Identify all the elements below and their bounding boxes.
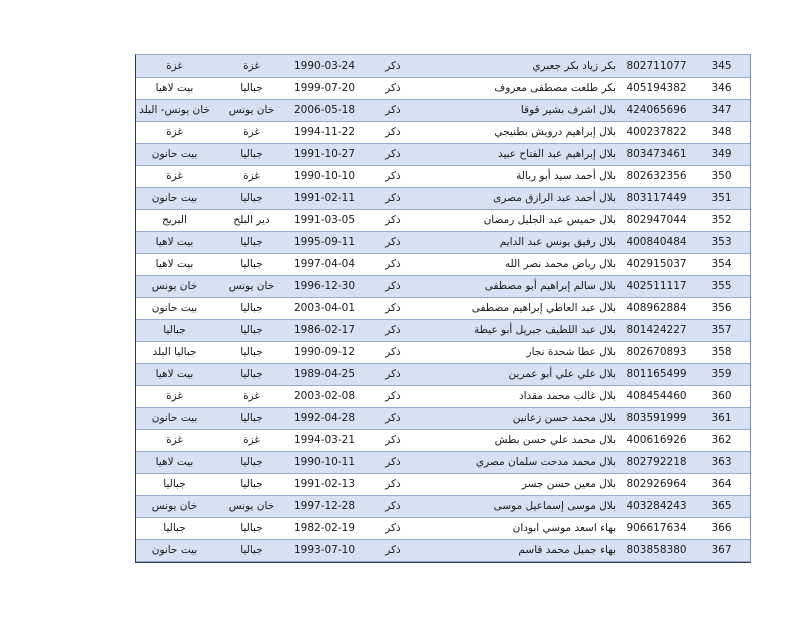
sequence-cell: 363 xyxy=(693,451,750,473)
city-cell: خان يونس xyxy=(136,495,213,517)
name-cell: بلال إبراهيم عبد الفتاح عبيد xyxy=(427,143,620,165)
sequence-cell: 354 xyxy=(693,253,750,275)
table-row xyxy=(136,363,750,385)
id-number-cell: 802670893 xyxy=(620,341,693,363)
dob-cell: 1994-03-21 xyxy=(290,429,359,451)
sequence-cell: 348 xyxy=(693,121,750,143)
id-number-cell: 906617634 xyxy=(620,517,693,539)
name-cell: بهاء اسعد موسي ابودان xyxy=(427,517,620,539)
name-cell: بلال أحمد سيد أبو ربالة xyxy=(427,165,620,187)
name-cell: بلال اشرف بشير قوقا xyxy=(427,99,620,121)
city-cell: جباليا xyxy=(136,517,213,539)
name-cell: بلال محمد مدحت سلمان مصري xyxy=(427,451,620,473)
region-cell: خان يونس xyxy=(213,495,290,517)
region-cell: جباليا xyxy=(213,297,290,319)
id-number-cell: 408454460 xyxy=(620,385,693,407)
table-row xyxy=(136,99,750,121)
sequence-cell: 347 xyxy=(693,99,750,121)
name-cell: بلال غالب محمد مقداد xyxy=(427,385,620,407)
city-cell: بيت لاهيا xyxy=(136,363,213,385)
gender-cell: ذكر xyxy=(359,55,427,77)
region-cell: جباليا xyxy=(213,517,290,539)
city-cell: بيت لاهيا xyxy=(136,77,213,99)
dob-cell: 1991-02-13 xyxy=(290,473,359,495)
id-number-cell: 801424227 xyxy=(620,319,693,341)
table-row xyxy=(136,143,750,165)
table-row xyxy=(136,451,750,473)
sequence-cell: 362 xyxy=(693,429,750,451)
id-number-cell: 424065696 xyxy=(620,99,693,121)
dob-cell: 1982-02-19 xyxy=(290,517,359,539)
table-row xyxy=(136,121,750,143)
region-cell: جباليا xyxy=(213,363,290,385)
gender-cell: ذكر xyxy=(359,231,427,253)
gender-cell: ذكر xyxy=(359,187,427,209)
id-number-cell: 803473461 xyxy=(620,143,693,165)
city-cell: غزة xyxy=(136,165,213,187)
region-cell: جباليا xyxy=(213,231,290,253)
dob-cell: 1990-09-12 xyxy=(290,341,359,363)
city-cell: غزة xyxy=(136,385,213,407)
gender-cell: ذكر xyxy=(359,99,427,121)
id-number-cell: 405194382 xyxy=(620,77,693,99)
region-cell: غزة xyxy=(213,55,290,77)
sequence-cell: 364 xyxy=(693,473,750,495)
id-number-cell: 802926964 xyxy=(620,473,693,495)
city-cell: بيت لاهيا xyxy=(136,451,213,473)
id-number-cell: 801165499 xyxy=(620,363,693,385)
region-cell: جباليا xyxy=(213,319,290,341)
gender-cell: ذكر xyxy=(359,429,427,451)
gender-cell: ذكر xyxy=(359,451,427,473)
region-cell: غزة xyxy=(213,385,290,407)
gender-cell: ذكر xyxy=(359,407,427,429)
city-cell: غزة xyxy=(136,55,213,77)
table-row xyxy=(136,539,750,561)
sequence-cell: 366 xyxy=(693,517,750,539)
dob-cell: 1991-03-05 xyxy=(290,209,359,231)
dob-cell: 1992-04-28 xyxy=(290,407,359,429)
id-number-cell: 400237822 xyxy=(620,121,693,143)
sequence-cell: 360 xyxy=(693,385,750,407)
sequence-cell: 350 xyxy=(693,165,750,187)
name-cell: بلال أحمد عبد الرازق مصرى xyxy=(427,187,620,209)
gender-cell: ذكر xyxy=(359,121,427,143)
dob-cell: 1986-02-17 xyxy=(290,319,359,341)
id-number-cell: 400616926 xyxy=(620,429,693,451)
id-number-cell: 402915037 xyxy=(620,253,693,275)
region-cell: خان يونس xyxy=(213,275,290,297)
id-number-cell: 802632356 xyxy=(620,165,693,187)
name-cell: بلال رياض محمد نصر الله xyxy=(427,253,620,275)
gender-cell: ذكر xyxy=(359,341,427,363)
gender-cell: ذكر xyxy=(359,165,427,187)
city-cell: خان يونس- البلد xyxy=(136,99,213,121)
region-cell: خان يونس xyxy=(213,99,290,121)
id-number-cell: 803858380 xyxy=(620,539,693,561)
dob-cell: 1996-12-30 xyxy=(290,275,359,297)
table-row xyxy=(136,55,750,77)
name-cell: بكر طلعت مصطفى معروف xyxy=(427,77,620,99)
id-number-cell: 402511117 xyxy=(620,275,693,297)
dob-cell: 1995-09-11 xyxy=(290,231,359,253)
name-cell: بلال محمد حسن زعانين xyxy=(427,407,620,429)
name-cell: بلال عبد اللطيف جبريل أبو عيطة xyxy=(427,319,620,341)
dob-cell: 1990-03-24 xyxy=(290,55,359,77)
table-row xyxy=(136,77,750,99)
table-row xyxy=(136,429,750,451)
sequence-cell: 361 xyxy=(693,407,750,429)
name-cell: بلال رفيق يونس عبد الدايم xyxy=(427,231,620,253)
sequence-cell: 355 xyxy=(693,275,750,297)
region-cell: جباليا xyxy=(213,341,290,363)
dob-cell: 1999-07-20 xyxy=(290,77,359,99)
gender-cell: ذكر xyxy=(359,143,427,165)
region-cell: جباليا xyxy=(213,539,290,561)
table-row xyxy=(136,253,750,275)
sequence-cell: 367 xyxy=(693,539,750,561)
city-cell: بيت حانون xyxy=(136,143,213,165)
dob-cell: 1997-12-28 xyxy=(290,495,359,517)
gender-cell: ذكر xyxy=(359,473,427,495)
city-cell: بيت حانون xyxy=(136,407,213,429)
city-cell: جباليا البلد xyxy=(136,341,213,363)
table-row xyxy=(136,275,750,297)
city-cell: بيت لاهيا xyxy=(136,253,213,275)
id-number-cell: 802711077 xyxy=(620,55,693,77)
table-row xyxy=(136,209,750,231)
name-cell: بلال سالم إبراهيم أبو مصطفى xyxy=(427,275,620,297)
sequence-cell: 353 xyxy=(693,231,750,253)
table-row xyxy=(136,165,750,187)
dob-cell: 2003-04-01 xyxy=(290,297,359,319)
name-cell: بلال إبراهيم درويش بطنيجي xyxy=(427,121,620,143)
dob-cell: 1989-04-25 xyxy=(290,363,359,385)
name-cell: بهاء جميل محمد قاسم xyxy=(427,539,620,561)
region-cell: غزة xyxy=(213,121,290,143)
records-table xyxy=(136,55,750,562)
region-cell: غزة xyxy=(213,165,290,187)
gender-cell: ذكر xyxy=(359,253,427,275)
dob-cell: 1990-10-10 xyxy=(290,165,359,187)
gender-cell: ذكر xyxy=(359,319,427,341)
sequence-cell: 357 xyxy=(693,319,750,341)
region-cell: جباليا xyxy=(213,77,290,99)
table-row xyxy=(136,495,750,517)
table-row xyxy=(136,319,750,341)
dob-cell: 1990-10-11 xyxy=(290,451,359,473)
region-cell: دير البلح xyxy=(213,209,290,231)
table-row xyxy=(136,297,750,319)
name-cell: بلال علي علي أبو عمرين xyxy=(427,363,620,385)
id-number-cell: 408962884 xyxy=(620,297,693,319)
city-cell: بيت حانون xyxy=(136,297,213,319)
name-cell: بلال عبد العاطي إبراهيم مصطفى xyxy=(427,297,620,319)
table-row xyxy=(136,187,750,209)
gender-cell: ذكر xyxy=(359,495,427,517)
city-cell: البريج xyxy=(136,209,213,231)
city-cell: غزة xyxy=(136,429,213,451)
dob-cell: 1997-04-04 xyxy=(290,253,359,275)
city-cell: بيت حانون xyxy=(136,187,213,209)
name-cell: بلال حميس عبد الجليل رمضان xyxy=(427,209,620,231)
city-cell: بيت لاهيا xyxy=(136,231,213,253)
id-number-cell: 803591999 xyxy=(620,407,693,429)
table-row xyxy=(136,231,750,253)
city-cell: جباليا xyxy=(136,319,213,341)
region-cell: جباليا xyxy=(213,253,290,275)
dob-cell: 2003-02-08 xyxy=(290,385,359,407)
dob-cell: 1994-11-22 xyxy=(290,121,359,143)
sequence-cell: 358 xyxy=(693,341,750,363)
dob-cell: 1993-07-10 xyxy=(290,539,359,561)
gender-cell: ذكر xyxy=(359,385,427,407)
table-row xyxy=(136,385,750,407)
table-row xyxy=(136,407,750,429)
records-table-container xyxy=(135,54,751,563)
region-cell: جباليا xyxy=(213,187,290,209)
sequence-cell: 352 xyxy=(693,209,750,231)
city-cell: جباليا xyxy=(136,473,213,495)
gender-cell: ذكر xyxy=(359,539,427,561)
id-number-cell: 803117449 xyxy=(620,187,693,209)
table-row xyxy=(136,473,750,495)
city-cell: غزة xyxy=(136,121,213,143)
gender-cell: ذكر xyxy=(359,363,427,385)
gender-cell: ذكر xyxy=(359,275,427,297)
region-cell: جباليا xyxy=(213,473,290,495)
sequence-cell: 356 xyxy=(693,297,750,319)
region-cell: غزة xyxy=(213,429,290,451)
city-cell: خان يونس xyxy=(136,275,213,297)
sequence-cell: 349 xyxy=(693,143,750,165)
id-number-cell: 400840484 xyxy=(620,231,693,253)
table-body xyxy=(136,55,750,561)
sequence-cell: 365 xyxy=(693,495,750,517)
name-cell: بلال معين حسن جسر xyxy=(427,473,620,495)
city-cell: بيت حانون xyxy=(136,539,213,561)
name-cell: بلال موسى إسماعيل موسى xyxy=(427,495,620,517)
gender-cell: ذكر xyxy=(359,209,427,231)
gender-cell: ذكر xyxy=(359,517,427,539)
dob-cell: 1991-02-11 xyxy=(290,187,359,209)
gender-cell: ذكر xyxy=(359,297,427,319)
dob-cell: 1991-10-27 xyxy=(290,143,359,165)
sequence-cell: 351 xyxy=(693,187,750,209)
sequence-cell: 359 xyxy=(693,363,750,385)
region-cell: جباليا xyxy=(213,451,290,473)
name-cell: بلال محمد علي حسن بطش xyxy=(427,429,620,451)
table-row xyxy=(136,341,750,363)
sequence-cell: 345 xyxy=(693,55,750,77)
region-cell: جباليا xyxy=(213,407,290,429)
name-cell: بلال عطا شحدة نجار xyxy=(427,341,620,363)
region-cell: جباليا xyxy=(213,143,290,165)
id-number-cell: 802792218 xyxy=(620,451,693,473)
id-number-cell: 403284243 xyxy=(620,495,693,517)
id-number-cell: 802947044 xyxy=(620,209,693,231)
sequence-cell: 346 xyxy=(693,77,750,99)
gender-cell: ذكر xyxy=(359,77,427,99)
name-cell: بكر زياد بكر جعبري xyxy=(427,55,620,77)
dob-cell: 2006-05-18 xyxy=(290,99,359,121)
table-row xyxy=(136,517,750,539)
